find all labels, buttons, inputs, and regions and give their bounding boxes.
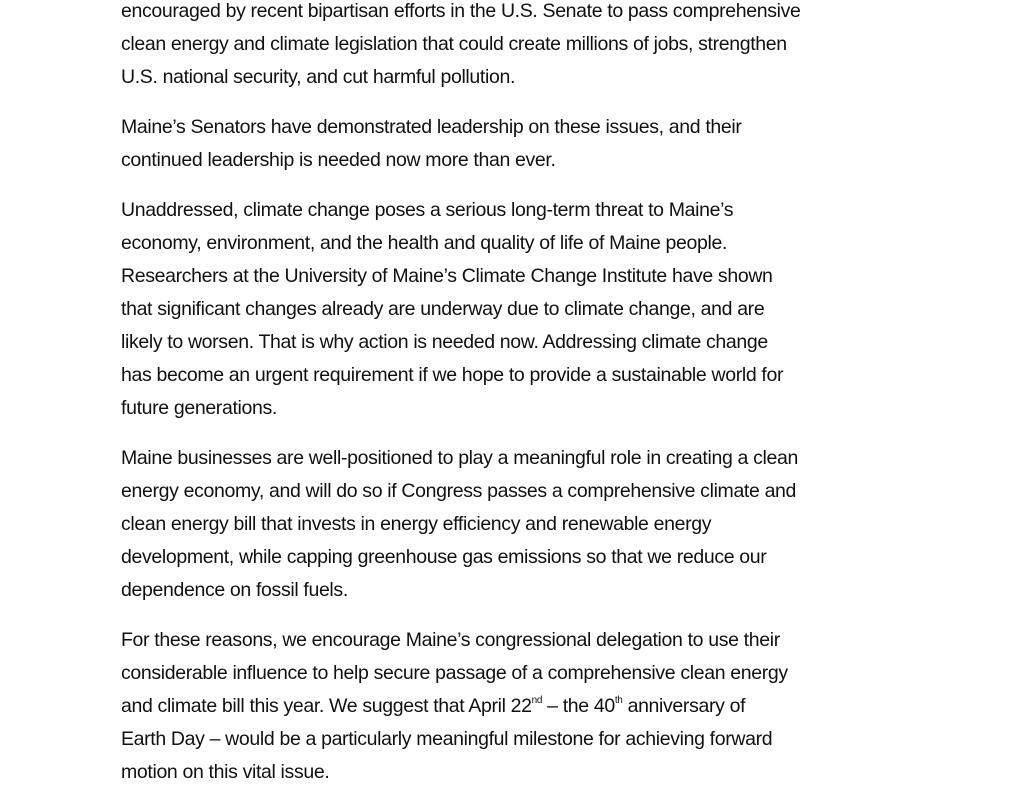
text-line: likely to worsen. That is why action is needed now. Addressing climate change [121, 331, 768, 353]
text-line: For these reasons, we encourage Maine’s congressional delegation to use their [121, 629, 780, 651]
superscript-th: th [614, 695, 623, 706]
paragraph-for-these-reasons [121, 624, 921, 789]
paragraph-senate-efforts [121, 0, 921, 94]
text-line: future generations. [121, 397, 277, 419]
document-page [121, 0, 921, 806]
text-line: Unaddressed, climate change poses a serious long-term threat to Maine’s [121, 199, 734, 221]
text-line: development, while capping greenhouse gas emissions so that we reduce our [121, 546, 767, 568]
text-line: motion on this vital issue. [121, 761, 330, 783]
text-line: that significant changes already are underway due to climate change, and are [121, 298, 765, 320]
paragraph-climate-threat [121, 194, 921, 425]
text-segment: anniversary of [622, 695, 746, 717]
text-line: considerable influence to help secure passage of a comprehensive clean energy [121, 662, 788, 684]
paragraph-maine-businesses [121, 442, 921, 607]
text-line: Maine businesses are well-positioned to play a meaningful role in creating a clean [121, 447, 798, 469]
text-line: Researchers at the University of Maine’s Climate Change Institute have shown [121, 265, 773, 287]
text-segment: – the 40 [542, 695, 615, 717]
text-line: clean energy bill that invests in energy efficiency and renewable energy [121, 513, 712, 535]
superscript-nd: nd [531, 695, 543, 706]
paragraph-senators-leadership [121, 111, 921, 177]
text-segment: and climate bill this year. We suggest that April 22 [121, 695, 532, 717]
text-line: encouraged by recent bipartisan efforts in the U.S. Senate to pass comprehensive [121, 0, 801, 22]
text-line: economy, environment, and the health and quality of life of Maine people. [121, 232, 728, 254]
text-line [121, 690, 921, 723]
text-line: U.S. national security, and cut harmful pollution. [121, 66, 516, 88]
text-line: energy economy, and will do so if Congress passes a comprehensive climate and [121, 480, 797, 502]
text-line: Maine’s Senators have demonstrated leadership on these issues, and their [121, 116, 742, 138]
text-line: continued leadership is needed now more than ever. [121, 149, 556, 171]
text-line: has become an urgent requirement if we hope to provide a sustainable world for [121, 364, 784, 386]
text-line: clean energy and climate legislation that could create millions of jobs, strengthen [121, 33, 787, 55]
text-line: dependence on fossil fuels. [121, 579, 348, 601]
text-line: Earth Day – would be a particularly meaningful milestone for achieving forward [121, 728, 773, 750]
